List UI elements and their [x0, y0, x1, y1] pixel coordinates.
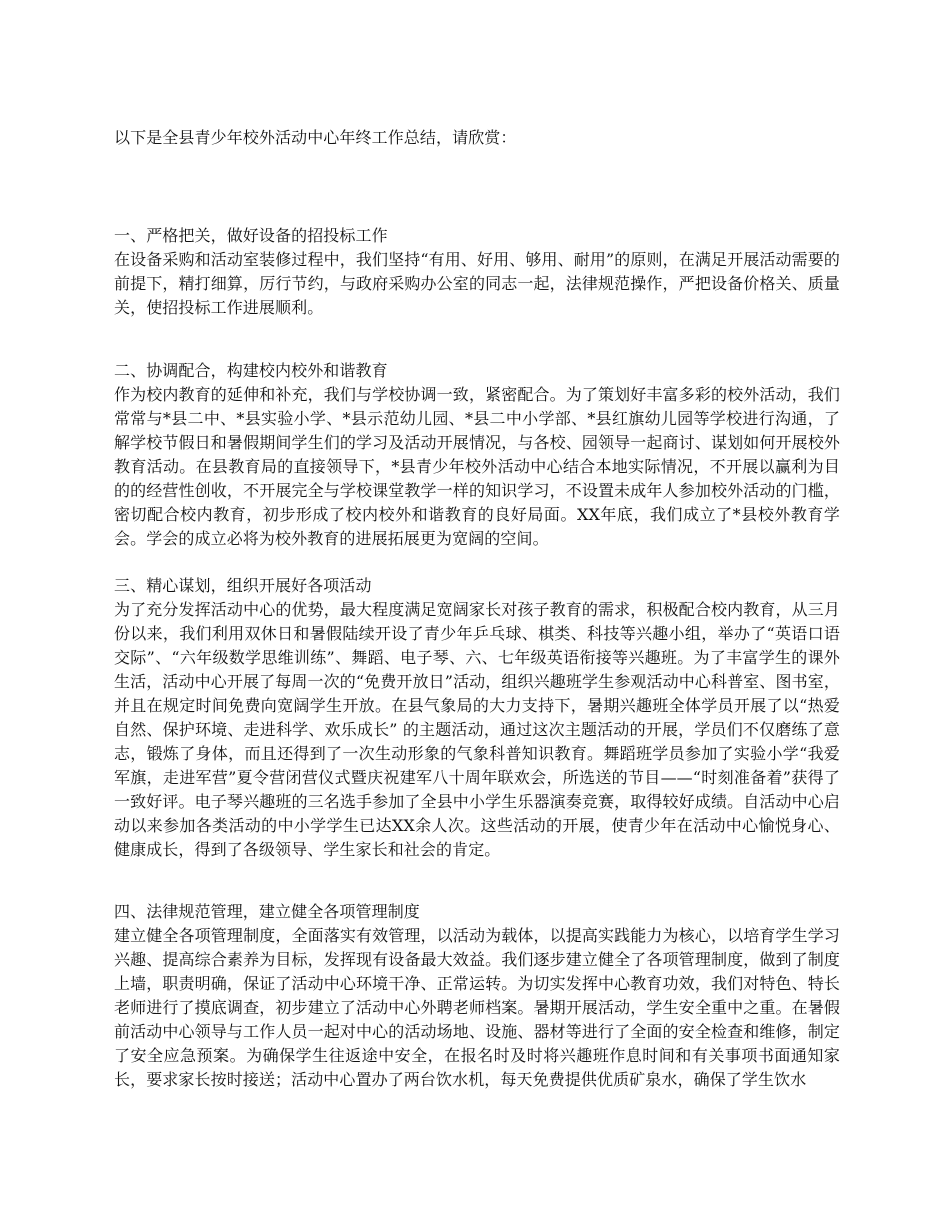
section-heading: 二、协调配合，构建校内校外和谐教育	[114, 361, 388, 380]
section-body: 在设备采购和活动室装修过程中，我们坚持“有用、好用、够用、耐用”的原则，在满足开展活动需要的前提下，精打细算，厉行节约，与政府采购办公室的同志一起，法律规范操作，严把设备价格关、质量关，使招投标工作进展顺利。	[114, 250, 840, 317]
section-body: 作为校内教育的延伸和补充，我们与学校协调一致，紧密配合。为了策划好丰富多彩的校外活动，我们常常与*县二中、*县实验小学、*县示范幼儿园、*县二中小学部、*县红旗幼儿园等学校进行沟通，了解学校节假日和暑假期间学生们的学习及活动开展情况，与各校、园领导一起商讨、谋划如何开展校外教育活动。在县教育局的直接领导下，*县青少年校外活动中心结合本地实际情况，不开展以赢利为目的的经营性创收，不开展完全与学校课堂教学一样的知识学习，不设置未成年人参加校外活动的门槛，密切配合校内教育，初步形成了校内校外和谐教育的良好局面。XX年底，我们成立了*县校外教育学会。学会的成立必将为校外教育的进展拓展更为宽阔的空间。	[114, 385, 840, 548]
section-coordination	[114, 359, 840, 551]
section-body: 建立健全各项管理制度，全面落实有效管理，以活动为载体，以提高实践能力为核心，以培育学生学习兴趣、提高综合素养为目标，发挥现有设备最大效益。我们逐步建立健全了各项管理制度，做到了制度上墙，职责明确，保证了活动中心环境干净、正常运转。为切实发挥中心教育功效，我们对特色、特长老师进行了摸底调查，初步建立了活动中心外聘老师档案。暑期开展活动，学生安全重中之重。在暑假前活动中心领导与工作人员一起对中心的活动场地、设施、器材等进行了全面的安全检查和维修，制定了安全应急预案。为确保学生往返途中安全，在报名时及时将兴趣班作息时间和有关事项书面通知家长，要求家长按时接送；活动中心置办了两台饮水机，每天免费提供优质矿泉水，确保了学生饮水	[114, 926, 840, 1089]
section-heading: 三、精心谋划，组织开展好各项活动	[114, 576, 372, 595]
section-heading: 四、法律规范管理，建立健全各项管理制度	[114, 902, 420, 921]
section-heading: 一、严格把关，做好设备的招投标工作	[114, 226, 388, 245]
section-equipment-bidding	[114, 224, 840, 320]
section-management	[114, 900, 840, 1092]
document-page	[114, 126, 840, 1092]
section-activities	[114, 574, 840, 862]
section-body: 为了充分发挥活动中心的优势，最大程度满足宽阔家长对孩子教育的需求，积极配合校内教育，从三月份以来，我们利用双休日和暑假陆续开设了青少年乒乓球、棋类、科技等兴趣小组，举办了“英语口语交际”、“六年级数学思维训练”、舞蹈、电子琴、六、七年级英语衔接等兴趣班。为了丰富学生的课外生活，活动中心开展了每周一次的“免费开放日”活动，组织兴趣班学生参观活动中心科普室、图书室，并且在规定时间免费向宽阔学生开放。在县气象局的大力支持下，暑期兴趣班全体学员开展了以“热爱自然、保护环境、走进科学、欢乐成长” 的主题活动，通过这次主题活动的开展，学员们不仅磨练了意志，锻炼了身体，而且还得到了一次生动形象的气象科普知识教育。舞蹈班学员参加了实验小学“我爱军旗，走进军营”夏令营闭营仪式暨庆祝建军八十周年联欢会，所选送的节目——“时刻准备着”获得了一致好评。电子琴兴趣班的三名选手参加了全县中小学生乐器演奏竞赛，取得较好成绩。自活动中心启动以来参加各类活动的中小学学生已达XX余人次。这些活动的开展，使青少年在活动中心愉悦身心、健康成长，得到了各级领导、学生家长和社会的肯定。	[114, 600, 840, 859]
intro-paragraph: 以下是全县青少年校外活动中心年终工作总结，请欣赏：	[114, 128, 517, 147]
